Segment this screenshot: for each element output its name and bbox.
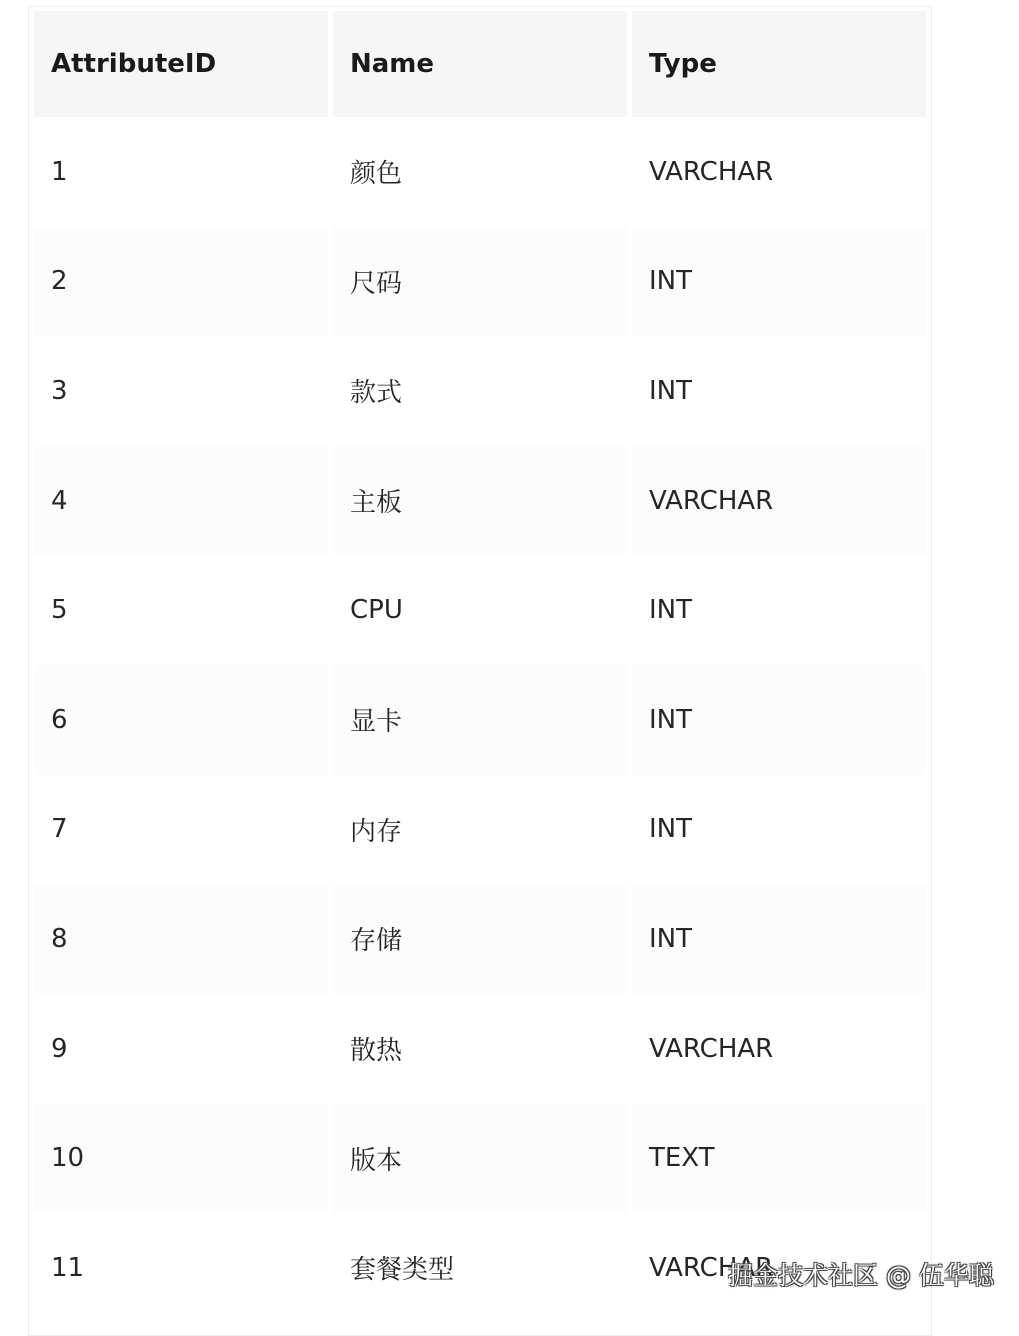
- table-header: [34, 11, 926, 117]
- cell-type: VARCHAR: [632, 1213, 926, 1323]
- attribute-table: [29, 11, 931, 1323]
- cell-type: VARCHAR: [632, 994, 926, 1104]
- cell-type: INT: [632, 884, 926, 994]
- cell-name: 版本: [333, 1103, 627, 1213]
- table-row: [34, 775, 926, 885]
- cell-attribute-id: 9: [34, 994, 328, 1104]
- cell-name: 散热: [333, 994, 627, 1104]
- header-name: Name: [333, 11, 627, 117]
- table-row: [34, 884, 926, 994]
- table-row: [34, 227, 926, 337]
- table-row: [34, 1103, 926, 1213]
- table-body: [34, 117, 926, 1323]
- watermark: 掘金技术社区 @ 伍华聪: [728, 1261, 994, 1290]
- cell-attribute-id: 11: [34, 1213, 328, 1323]
- cell-name: 套餐类型: [333, 1213, 627, 1323]
- cell-type: TEXT: [632, 1103, 926, 1213]
- cell-type: INT: [632, 555, 926, 665]
- cell-type: VARCHAR: [632, 117, 926, 227]
- table-row: [34, 446, 926, 556]
- cell-attribute-id: 6: [34, 665, 328, 775]
- cell-attribute-id: 2: [34, 227, 328, 337]
- cell-type: INT: [632, 227, 926, 337]
- cell-attribute-id: 3: [34, 336, 328, 446]
- cell-name: 尺码: [333, 227, 627, 337]
- cell-name: 内存: [333, 775, 627, 885]
- table-row: [34, 117, 926, 227]
- cell-type: VARCHAR: [632, 446, 926, 556]
- cell-type: INT: [632, 336, 926, 446]
- table-row: [34, 336, 926, 446]
- cell-name: CPU: [333, 555, 627, 665]
- header-attribute-id: AttributeID: [34, 11, 328, 117]
- cell-attribute-id: 1: [34, 117, 328, 227]
- cell-type: INT: [632, 665, 926, 775]
- cell-attribute-id: 5: [34, 555, 328, 665]
- cell-name: 款式: [333, 336, 627, 446]
- header-type: Type: [632, 11, 926, 117]
- cell-type: INT: [632, 775, 926, 885]
- cell-name: 存储: [333, 884, 627, 994]
- header-row: [34, 11, 926, 117]
- cell-attribute-id: 8: [34, 884, 328, 994]
- cell-name: 显卡: [333, 665, 627, 775]
- cell-name: 颜色: [333, 117, 627, 227]
- cell-attribute-id: 4: [34, 446, 328, 556]
- table-row: [34, 665, 926, 775]
- cell-name: 主板: [333, 446, 627, 556]
- table-row: [34, 555, 926, 665]
- cell-attribute-id: 10: [34, 1103, 328, 1213]
- table-row: [34, 994, 926, 1104]
- cell-attribute-id: 7: [34, 775, 328, 885]
